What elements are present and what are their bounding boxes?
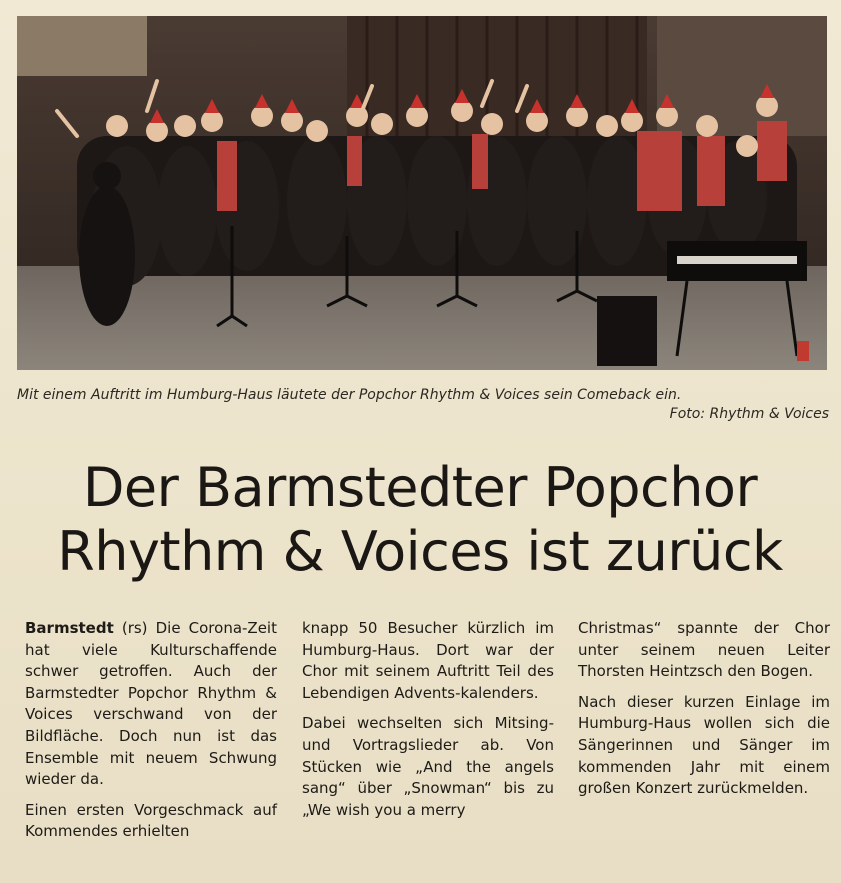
choir-photo [17,16,827,370]
paragraph: knapp 50 Besucher kürzlich im Humburg-Haus. Dort war der Chor mit seinem Auftritt Teil des Lebendigen Advents-kalenders. [302,619,554,702]
caption-text: Mit einem Auftritt im Humburg-Haus läutete der Popchor Rhythm & Voices sein Comeback ein. [17,387,682,403]
headline-line-1: Der Barmstedter Popchor [82,456,758,519]
article-column-1 [25,618,277,852]
headline-line-2: Rhythm & Voices ist zurück [57,520,783,583]
speaker-icon [597,296,657,366]
paragraph: Dabei wechselten sich Mitsing- und Vortragslieder ab. Von Stücken wie „And the angels sang“ über „Snowman“ bis zu „We wish you a merry [302,714,554,819]
photo-credit: Foto: Rhythm & Voices [669,406,829,422]
dateline-place: Barmstedt [25,619,114,637]
paragraph: Einen ersten Vorgeschmack auf Kommendes erhielten [25,800,277,841]
article-body [25,618,830,878]
paragraph [25,618,277,791]
photo-caption [17,386,829,424]
article-headline [20,456,820,584]
article-column-3 [578,618,830,809]
paragraph-text: (rs) Die Corona-Zeit hat viele Kulturschaffende schwer getroffen. Auch der Barmstedter Popchor Rhythm & Voices verschwand von der Bildfläche. Doch nun ist das Ensemble mit neuem Schwung wieder da. [25,619,277,789]
choir-photo-illustration [17,16,827,370]
paragraph: Nach dieser kurzen Einlage im Humburg-Haus wollen sich die Sängerinnen und Sänger im kommenden Jahr mit einem großen Konzert zurückmelden. [578,692,830,798]
article-column-2 [302,618,554,830]
paragraph: Christmas“ spannte der Chor unter seinem neuen Leiter Thorsten Heintzsch den Bogen. [578,619,830,681]
